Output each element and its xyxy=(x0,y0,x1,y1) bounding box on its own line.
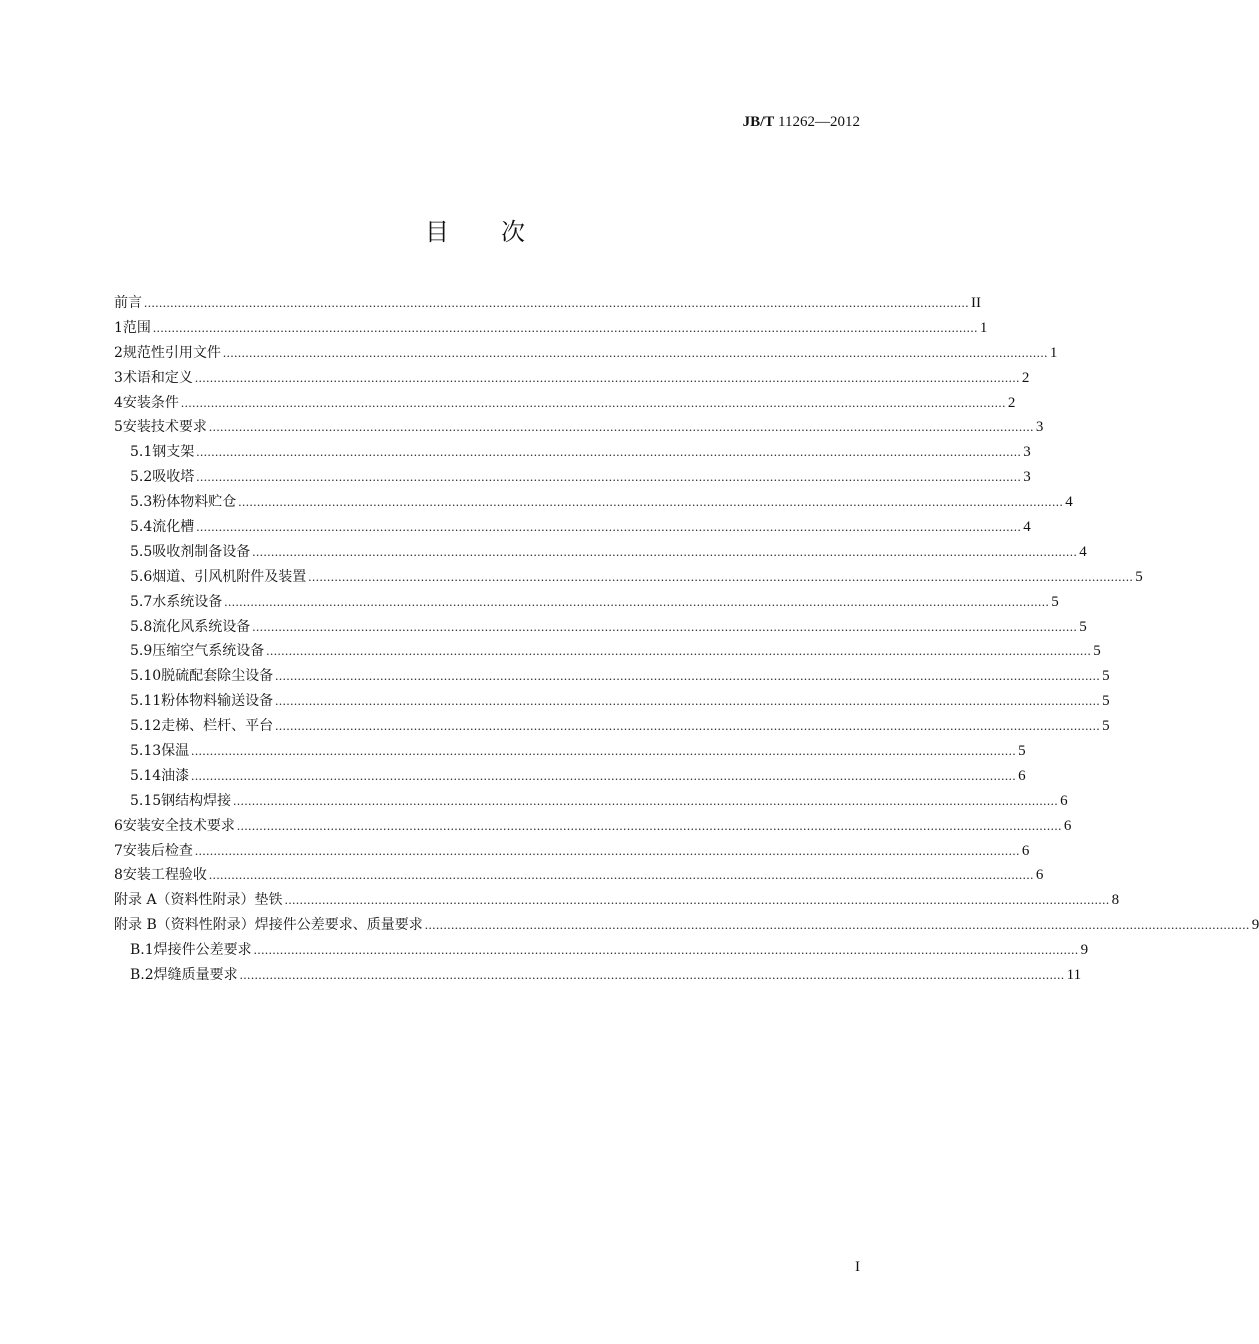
toc-entry-page: 6 xyxy=(1035,867,1044,884)
title-char-2: 次 xyxy=(501,218,525,246)
toc-entry-number: 5.1 xyxy=(130,444,153,461)
toc-entry-number: 4 xyxy=(114,394,123,411)
toc-leader-dots: ............................................................................................................................................................................................................................ xyxy=(239,967,1065,983)
toc-entry-label: 钢结构焊接 xyxy=(161,792,232,809)
toc-entry-number: 6 xyxy=(114,817,123,834)
page-number: I xyxy=(855,1259,860,1275)
toc-leader-dots: ............................................................................................................................................................................................................................ xyxy=(208,867,1034,883)
toc-entry-page: 11 xyxy=(1066,967,1082,984)
toc-entry-label: 压缩空气系统设备 xyxy=(152,643,265,660)
toc-leader-dots: ............................................................................................................................................................................................................................ xyxy=(284,892,1110,908)
toc-entry-label: 安装安全技术要求 xyxy=(122,817,235,834)
toc-entry-number: 5.10 xyxy=(130,668,162,685)
toc-entry-page: 6 xyxy=(1063,817,1072,834)
toc-entry-number: 5.6 xyxy=(130,568,153,585)
toc-entry-number: 5.7 xyxy=(130,593,153,610)
toc-entry[interactable] xyxy=(114,691,1110,716)
toc-entry-number: 1 xyxy=(114,319,123,336)
toc-entry-number: B.1 xyxy=(130,942,154,959)
toc-leader-dots: ............................................................................................................................................................................................................................ xyxy=(208,419,1034,435)
toc-entry[interactable] xyxy=(114,940,1089,965)
toc-entry[interactable] xyxy=(114,393,1016,418)
toc-entry-number: B.2 xyxy=(130,967,154,984)
toc-leader-dots: ............................................................................................................................................................................................................................ xyxy=(196,519,1022,535)
toc-entry-page: 5 xyxy=(1018,743,1026,760)
toc-leader-dots: ............................................................................................................................................................................................................................ xyxy=(275,718,1101,734)
toc-entry-label: 焊接件公差要求 xyxy=(153,942,252,959)
toc-entry-label: 前言 xyxy=(114,295,142,311)
toc-entry-page: 2 xyxy=(1007,394,1016,411)
toc-entry-page: 1 xyxy=(979,319,988,336)
toc-leader-dots: ............................................................................................................................................................................................................................ xyxy=(252,543,1078,559)
toc-entry[interactable] xyxy=(114,841,1030,866)
table-of-contents xyxy=(114,293,1259,990)
toc-entry-label: 附录 A（资料性附录）垫铁 xyxy=(114,892,283,909)
toc-entry-number: 5.13 xyxy=(130,743,162,760)
toc-entry[interactable] xyxy=(114,442,1031,467)
toc-entry-number: 5.8 xyxy=(130,618,153,635)
toc-entry-number: 5.5 xyxy=(130,543,153,560)
toc-entry-label: 钢支架 xyxy=(152,444,195,461)
toc-leader-dots: ............................................................................................................................................................................................................................ xyxy=(308,568,1134,584)
toc-entry[interactable] xyxy=(114,965,1082,990)
toc-entry[interactable] xyxy=(114,293,981,318)
toc-entry-page: 3 xyxy=(1023,444,1031,461)
toc-leader-dots: ............................................................................................................................................................................................................................ xyxy=(191,767,1017,783)
toc-entry[interactable] xyxy=(114,467,1031,492)
toc-leader-dots: ............................................................................................................................................................................................................................ xyxy=(266,643,1092,659)
toc-entry-number: 5.15 xyxy=(130,792,162,809)
toc-entry-label: 安装条件 xyxy=(122,394,179,411)
toc-entry-number: 7 xyxy=(114,842,123,859)
toc-entry-label: 脱硫配套除尘设备 xyxy=(161,668,274,685)
title-char-1: 目 xyxy=(425,218,449,246)
toc-leader-dots: ............................................................................................................................................................................................................................ xyxy=(238,494,1064,510)
toc-leader-dots: ............................................................................................................................................................................................................................ xyxy=(252,618,1078,634)
toc-entry-number: 5.3 xyxy=(130,494,153,511)
toc-entry-page: 4 xyxy=(1065,494,1073,511)
toc-entry[interactable] xyxy=(114,368,1030,393)
toc-entry[interactable] xyxy=(114,816,1072,841)
toc-entry-number: 8 xyxy=(114,867,123,884)
toc-entry[interactable] xyxy=(114,716,1110,741)
toc-entry-label: 安装后检查 xyxy=(122,842,193,859)
toc-entry-label: 水系统设备 xyxy=(152,593,223,610)
toc-entry-label: 安装技术要求 xyxy=(122,419,207,436)
toc-entry[interactable] xyxy=(114,517,1031,542)
toc-entry-label: 吸收塔 xyxy=(152,469,195,486)
toc-entry[interactable] xyxy=(114,915,1259,940)
toc-entry-page: 2 xyxy=(1021,369,1030,386)
toc-leader-dots: ............................................................................................................................................................................................................................ xyxy=(253,942,1079,958)
toc-leader-dots: ............................................................................................................................................................................................................................ xyxy=(196,469,1022,485)
page-title xyxy=(0,212,950,247)
toc-entry[interactable] xyxy=(114,890,1120,915)
toc-entry-label: 附录 B（资料性附录）焊接件公差要求、质量要求 xyxy=(114,917,423,934)
toc-entry[interactable] xyxy=(114,766,1026,791)
toc-entry-label: 烟道、引风机附件及装置 xyxy=(152,568,307,585)
toc-leader-dots: ............................................................................................................................................................................................................................ xyxy=(236,817,1062,833)
toc-leader-dots: ............................................................................................................................................................................................................................ xyxy=(194,842,1020,858)
toc-entry-page: 5 xyxy=(1102,668,1110,685)
toc-entry[interactable] xyxy=(114,592,1059,617)
toc-entry-page: 5 xyxy=(1102,693,1110,710)
toc-entry[interactable] xyxy=(114,865,1044,890)
toc-entry-label: 粉体物料贮仓 xyxy=(152,494,237,511)
toc-entry[interactable] xyxy=(114,617,1087,642)
toc-leader-dots: ............................................................................................................................................................................................................................ xyxy=(196,444,1022,460)
toc-entry-number: 3 xyxy=(114,369,123,386)
toc-entry-page: 4 xyxy=(1079,543,1087,560)
toc-entry-label: 术语和定义 xyxy=(122,369,193,386)
toc-entry-label: 焊缝质量要求 xyxy=(153,967,238,984)
toc-entry[interactable] xyxy=(114,343,1058,368)
standard-code xyxy=(743,114,860,131)
toc-entry-page: 9 xyxy=(1251,917,1259,934)
toc-entry-number: 5.4 xyxy=(130,519,153,536)
toc-entry-number: 5.9 xyxy=(130,643,153,660)
toc-entry-page: 5 xyxy=(1135,568,1143,585)
toc-entry-page: 6 xyxy=(1018,767,1026,784)
toc-entry-page: 5 xyxy=(1079,618,1087,635)
toc-entry-page: 3 xyxy=(1023,469,1031,486)
toc-entry-label: 粉体物料输送设备 xyxy=(161,693,274,710)
toc-entry-page: 6 xyxy=(1021,842,1030,859)
toc-leader-dots: ............................................................................................................................................................................................................................ xyxy=(424,917,1250,933)
toc-leader-dots: ............................................................................................................................................................................................................................ xyxy=(144,295,969,310)
standard-code-number: 11262—2012 xyxy=(774,114,860,130)
toc-entry[interactable] xyxy=(114,417,1044,442)
toc-leader-dots: ............................................................................................................................................................................................................................ xyxy=(233,792,1059,808)
toc-entry-page: 8 xyxy=(1111,892,1120,909)
toc-leader-dots: ............................................................................................................................................................................................................................ xyxy=(224,593,1050,609)
toc-entry[interactable] xyxy=(114,641,1101,666)
toc-entry-number: 5.11 xyxy=(130,693,162,710)
toc-leader-dots: ............................................................................................................................................................................................................................ xyxy=(275,668,1101,684)
toc-entry-number: 2 xyxy=(114,344,123,361)
toc-entry[interactable] xyxy=(114,318,988,343)
toc-entry-page: 9 xyxy=(1080,942,1089,959)
toc-leader-dots: ............................................................................................................................................................................................................................ xyxy=(191,743,1017,759)
toc-entry[interactable] xyxy=(114,542,1087,567)
toc-entry[interactable] xyxy=(114,492,1073,517)
toc-entry-page: 1 xyxy=(1049,344,1058,361)
toc-entry-label: 走梯、栏杆、平台 xyxy=(161,718,274,735)
toc-entry-page: II xyxy=(971,295,981,311)
toc-entry-label: 保温 xyxy=(161,743,190,760)
toc-leader-dots: ............................................................................................................................................................................................................................ xyxy=(275,693,1101,709)
toc-leader-dots: ............................................................................................................................................................................................................................ xyxy=(194,369,1020,385)
toc-entry-page: 5 xyxy=(1051,593,1059,610)
toc-entry-page: 5 xyxy=(1102,718,1110,735)
toc-entry-page: 3 xyxy=(1035,419,1044,436)
toc-entry-label: 流化风系统设备 xyxy=(152,618,251,635)
toc-entry[interactable] xyxy=(114,567,1143,592)
toc-entry-number: 5.2 xyxy=(130,469,153,486)
toc-entry-page: 6 xyxy=(1060,792,1068,809)
toc-entry-label: 吸收剂制备设备 xyxy=(152,543,251,560)
toc-entry-label: 流化槽 xyxy=(152,519,195,536)
toc-entry[interactable] xyxy=(114,741,1026,766)
toc-leader-dots: ............................................................................................................................................................................................................................ xyxy=(152,319,978,335)
toc-entry-label: 范围 xyxy=(122,319,151,336)
toc-entry[interactable] xyxy=(114,791,1068,816)
toc-entry-label: 规范性引用文件 xyxy=(122,344,221,361)
toc-entry-page: 4 xyxy=(1023,519,1031,536)
toc-entry-page: 5 xyxy=(1093,643,1101,660)
toc-entry-number: 5.12 xyxy=(130,718,162,735)
toc-entry[interactable] xyxy=(114,666,1110,691)
toc-entry-number: 5 xyxy=(114,419,123,436)
toc-entry-number: 5.14 xyxy=(130,767,162,784)
toc-leader-dots: ............................................................................................................................................................................................................................ xyxy=(180,394,1006,410)
toc-entry-label: 油漆 xyxy=(161,767,190,784)
toc-leader-dots: ............................................................................................................................................................................................................................ xyxy=(222,344,1048,360)
toc-entry-label: 安装工程验收 xyxy=(122,867,207,884)
standard-code-prefix: JB/T xyxy=(742,114,775,130)
